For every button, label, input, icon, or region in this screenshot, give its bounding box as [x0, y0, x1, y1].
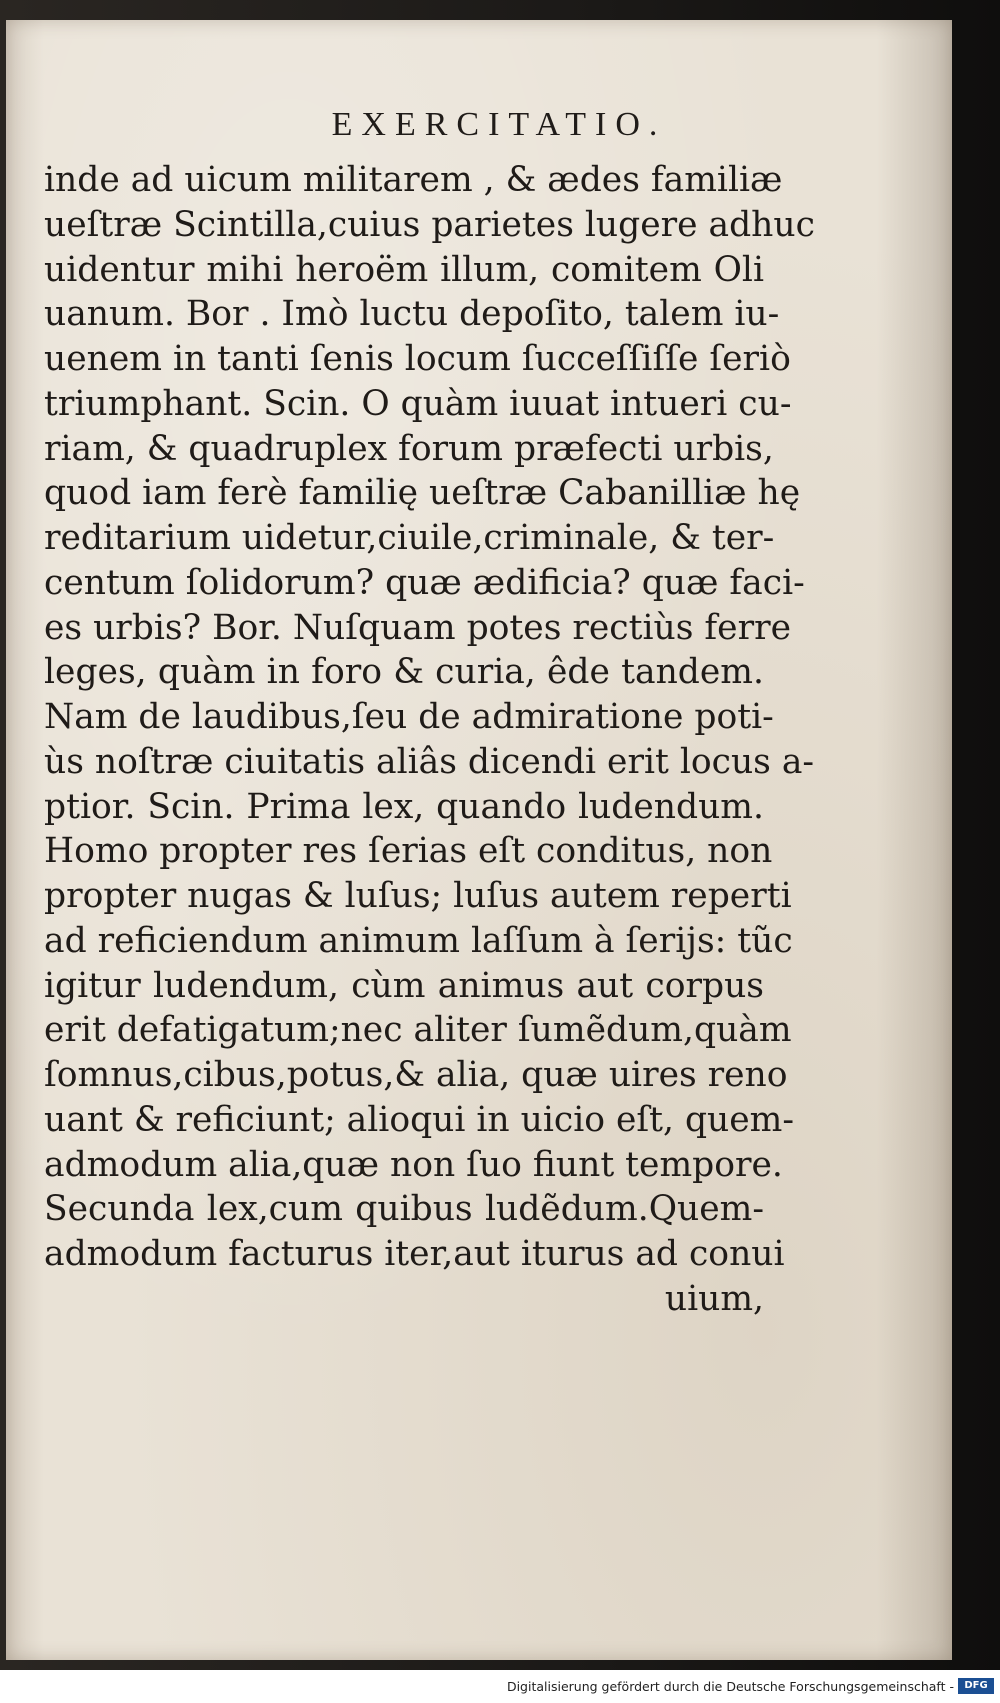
- text-line: inde ad uicum militarem , & ædes familiæ: [44, 160, 783, 200]
- funding-credit: Digitalisierung gefördert durch die Deutsche Forschungsgemeinschaft -: [506, 1679, 954, 1694]
- catchword: uium,: [664, 1278, 764, 1319]
- text-line: ptior. Scin. Prima lex, quando ludendum.: [44, 786, 764, 827]
- text-line: uant & reficiunt; alioqui in uicio eſt, quem-: [44, 1099, 795, 1140]
- text-line: Secunda lex,cum quibus ludẽdum.Quem-: [44, 1189, 764, 1230]
- text-line: triumphant. Scin. O quàm iuuat intueri cu-: [44, 383, 792, 424]
- text-line: ueſtræ Scintilla,cuius parietes lugere adhuc: [44, 204, 815, 245]
- book-page: [6, 20, 952, 1660]
- text-line: igitur ludendum, cùm animus aut corpus: [44, 965, 764, 1006]
- text-line: uenem in tanti ſenis locum ſucceſſiſſe ſeriò: [44, 339, 791, 379]
- text-line: ſomnus,cibus,potus,& alia, quæ uires reno: [44, 1055, 788, 1095]
- text-line: erit defatigatum;nec aliter ſumẽdum,quàm: [44, 1010, 792, 1051]
- text-line: ùs noſtræ ciuitatis aliâs dicendi erit locus a-: [44, 741, 815, 782]
- text-line: admodum facturus iter,aut iturus ad conui: [44, 1234, 785, 1274]
- running-head: EXERCITATIO.: [331, 106, 667, 143]
- text-line: ad reficiendum animum laſſum à ſerijs: tũc: [44, 920, 793, 961]
- text-line: quod iam ferè familię ueſtræ Cabanilliæ hę: [44, 473, 801, 514]
- text-line: centum ſolidorum? quæ ædificia? quæ faci-: [44, 562, 805, 603]
- text-line: leges, quàm in foro & curia, êde tandem.: [44, 652, 764, 693]
- text-line: uanum. Bor . Imò luctu depoſito, talem iu-: [44, 294, 780, 335]
- text-line: admodum alia,quæ non ſuo fiunt tempore.: [44, 1144, 783, 1185]
- footer-bar: [0, 1670, 1000, 1703]
- text-line: uidentur mihi heroëm illum, comitem Oli: [44, 249, 764, 290]
- body-text: [44, 158, 815, 1322]
- text-line: reditarium uidetur,ciuile,criminale, & ter-: [44, 518, 775, 558]
- text-line: Nam de laudibus,ſeu de admiratione poti-: [44, 697, 774, 737]
- dfg-logo: DFG: [958, 1678, 994, 1694]
- text-line: propter nugas & luſus; luſus autem reperti: [44, 876, 792, 916]
- text-line: riam, & quadruplex forum præfecti urbis,: [44, 428, 774, 469]
- text-line: es urbis? Bor. Nuſquam potes rectiùs ferre: [44, 607, 791, 648]
- text-line: Homo propter res ſerias eſt conditus, non: [44, 831, 773, 872]
